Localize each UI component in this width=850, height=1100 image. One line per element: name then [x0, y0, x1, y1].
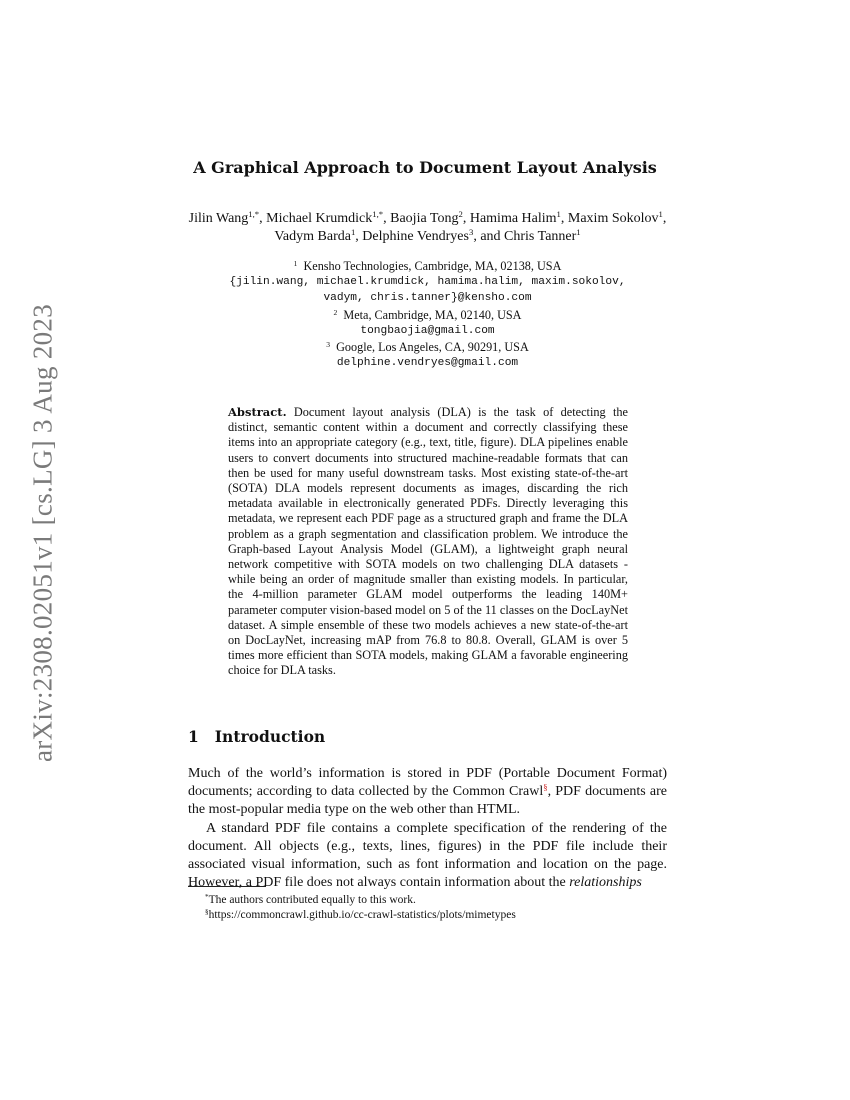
abstract-text: Document layout analysis (DLA) is the task of detecting the distinct, semantic content within a document and correctly classifying these items into an appropriate category (e.g., text, title, figure). DLA pipelines enable users to convert documents into structured machine-readable formats that can then be used for many useful downstream tasks. Most existing state-of-the-art (SOTA) DLA models represent documents as images, discarding the rich metadata available in electronically generated PDFs. Directly leveraging this metadata, we represent each PDF page as a structured graph and frame the DLA problem as a graph segmentation and classification problem. We introduce the Graph-based Layout Analysis Model (GLAM), a lightweight graph neural network competitive with SOTA models on two challenging DLA datasets - while being an order of magnitude smaller than existing models. In particular, the 4-million parameter GLAM model outperforms the leading 140M+ parameter computer vision-based model on 5 of the 11 classes on the DocLayNet dataset. A simple ensemble of these two models achieves a new state-of-the-art on DocLayNet, increasing mAP from 76.8 to 80.8. Overall, GLAM is over 5 times more efficient than SOTA models, making GLAM a favorable engineering choice for DLA tasks. [228, 405, 629, 678]
author: Chris Tanner$^1$ [504, 227, 581, 244]
section-heading [188, 727, 325, 746]
affiliation-block [180, 258, 675, 371]
paragraph: A standard PDF file contains a complete specification of the rendering of the document. All objects (e.g., texts, lines, figures) in the PDF file include their associated visual information, such as font information and location on the page. However, a PDF file does not always contain information about the relationships [188, 820, 667, 891]
author: Michael Krumdick$^{1,*}$, [266, 209, 391, 226]
footnotes [205, 893, 516, 923]
affiliation-email: delphine.vendryes@gmail.com [336, 357, 519, 370]
footnote-divider [188, 886, 266, 887]
affiliation-email: {jilin.wang, michael.krumdick, hamima.halim, maxim.sokolov, [229, 276, 626, 289]
author: Baojia Tong$^2$, [390, 209, 470, 226]
abstract [228, 405, 628, 679]
abstract-label: Abstract. [228, 405, 287, 419]
author-list [180, 210, 675, 246]
section-title: Introduction [214, 727, 326, 746]
author: Delphine Vendryes$^3$, and [362, 227, 505, 244]
affiliation-name: $^1$ Kensho Technologies, Cambridge, MA, 02138, USA [293, 258, 562, 273]
author: Maxim Sokolov$^1$, [567, 209, 667, 226]
affiliation-email: tongbaojia@gmail.com [360, 324, 495, 337]
introduction-body [188, 765, 667, 892]
footnote: *The authors contributed equally to this work. [205, 893, 416, 906]
arxiv-identifier-stamp: arXiv:2308.02051v1 [cs.LG] 3 Aug 2023 [27, 303, 58, 763]
author: Hamima Halim$^1$, [469, 209, 568, 226]
affiliation-name: $^2$ Meta, Cambridge, MA, 02140, USA [333, 307, 522, 322]
author: Jilin Wang$^{1,*}$, [188, 209, 267, 226]
author: Vadym Barda$^1$, [274, 227, 363, 244]
affiliation-name: $^3$ Google, Los Angeles, CA, 90291, USA [326, 339, 529, 355]
affiliation-email: vadym, chris.tanner}@kensho.com [323, 292, 532, 305]
paragraph: Much of the world’s information is stored in PDF (Portable Document Format) documents; according to data collected by the Common Crawl§, PDF documents are the most-popular media type on the web other than HTML. [188, 766, 668, 818]
footnote-link[interactable]: § [543, 782, 548, 793]
footnote[interactable]: §https://commoncrawl.github.io/cc-crawl-statistics/plots/mimetypes [205, 908, 516, 921]
paper-title: A Graphical Approach to Document Layout Analysis [193, 158, 657, 177]
section-number: 1 [188, 727, 199, 746]
